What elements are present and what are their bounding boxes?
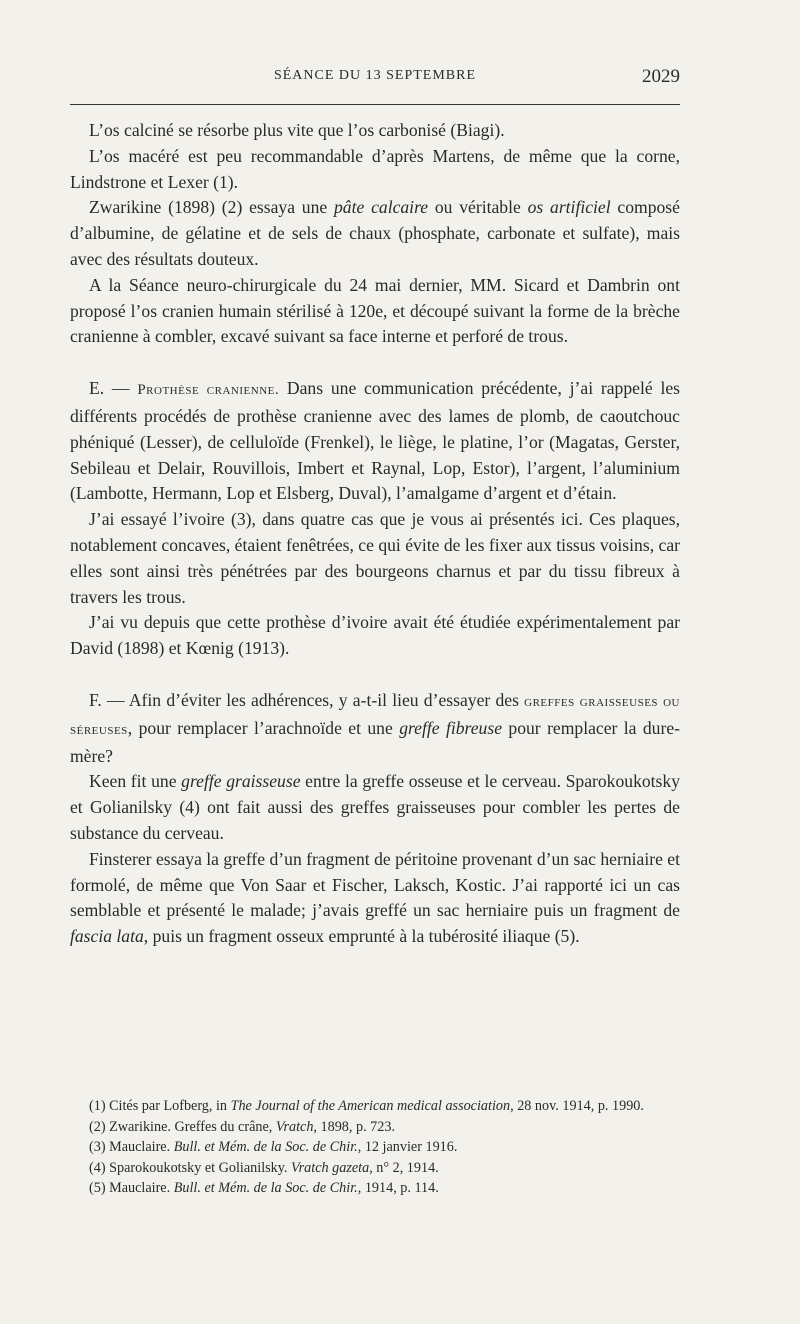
footnote-text: , 1914, p. 114. [357, 1180, 439, 1196]
footnote [70, 1158, 680, 1179]
paragraph [70, 769, 680, 846]
footnote-text: (4) Sparokoukotsky et Golianilsky. [89, 1159, 292, 1176]
section-e [70, 376, 680, 507]
footnote-text: , 1898, p. 723. [313, 1118, 395, 1135]
footnote-title: Vratch [275, 1118, 314, 1135]
footnote-text: , 28 nov. 1914, p. 1990. [510, 1098, 644, 1114]
paragraph-text: Dans une communication précédente, j’ai rappelé les différents procédés de prothèse cranienne avec des lames de plomb, de caoutchouc phéniqué (Lesser), de celluloïde (Frenkel), le liège, le platine, l’or (Magatas, Gerster, Sebileau et Delair, Rouvillois, Imbert et Raynal, Lop, Estor), l’argent, l’aluminium (Lambotte, Hermann, Lop et Elsberg, Duval), l’amalgame d’argent et d’étain. [70, 378, 680, 504]
footnote [70, 1117, 680, 1138]
body-text [70, 118, 680, 950]
footnote-title: Vratch gazeta [291, 1159, 370, 1176]
footnote [70, 1178, 680, 1199]
footnotes [70, 1096, 680, 1199]
paragraph-text: entre la greffe osseuse et le cerveau. Sparokoukotsky et Golianilsky (4) ont fait aussi des greffes graisseuses pour combler les pertes de substance du cerveau. [70, 771, 680, 843]
footnote-text: (5) Mauclaire. [89, 1180, 174, 1196]
paragraph [70, 118, 680, 144]
italic-term: greffe graisseuse [181, 771, 301, 792]
section-heading: Prothèse cranienne. [137, 382, 280, 399]
section-label: F. — Afin d’éviter les adhérences, y a-t-il lieu d’essayer des [89, 689, 525, 710]
paragraph [70, 610, 680, 662]
italic-term: greffe fibreuse [399, 717, 503, 738]
running-head: SÉANCE DU 13 SEPTEMBRE [273, 68, 477, 83]
paragraph [70, 847, 680, 950]
footnote-text: , 12 janvier 1916. [357, 1139, 458, 1155]
page-number: 2029 [642, 66, 680, 87]
paragraph [70, 195, 680, 272]
paragraph [70, 273, 680, 350]
footnote-title: Bull. et Mém. de la Soc. de Chir. [173, 1139, 358, 1155]
paragraph-text: ou véritable [428, 197, 528, 218]
italic-term: fascia lata [70, 926, 144, 947]
footnote-title: The Journal of the American medical association [230, 1098, 511, 1114]
paragraph-text: A la Séance neuro-chirurgicale du 24 mai dernier, MM. Sicard et Dambrin ont proposé l’os cranien humain stérilisé à 120e, et découpé suivant la forme de la brèche cranienne à combler, excavé suivant sa face interne et perforé de trous. [70, 274, 680, 347]
paragraph-text: J’ai essayé l’ivoire (3), dans quatre cas que je vous ai présentés ici. Ces plaques, notablement concaves, étaient fenêtrées, ce qui évite de les fixer aux tissus voisins, car elles sont ainsi très pénétrées par des bourgeons charnus et par du tissu fibreux à travers les trous. [70, 509, 680, 607]
section-label: E. — [89, 378, 138, 399]
paragraph-text: J’ai vu depuis que cette prothèse d’ivoire avait été étudiée expérimentalement par David (1898) et Kœnig (1913). [70, 612, 680, 659]
paragraph-text: pour remplacer la dure-mère? [70, 717, 681, 766]
footnote-text: (3) Mauclaire. [89, 1139, 174, 1155]
footnote [70, 1096, 680, 1117]
footnote [70, 1137, 680, 1158]
section-heading: greffes graisseuses ou séreuses [70, 693, 681, 738]
paragraph-text: , pour remplacer l’arachnoïde et une [127, 717, 400, 738]
paragraph-text: composé d’albumine, de gélatine et de sels de chaux (phosphate, carbonate et sulfate), mais avec des résultats douteux. [70, 197, 680, 269]
footnote-text: (1) Cités par Lofberg, in [89, 1098, 231, 1114]
page-header [70, 66, 680, 88]
italic-term: os artificiel [527, 197, 611, 218]
paragraph-text: L’os calciné se résorbe plus vite que l’os carbonisé (Biagi). [89, 120, 505, 140]
italic-term: pâte calcaire [334, 197, 429, 218]
paragraph-text: L’os macéré est peu recommandable d’après Martens, de même que la corne, Lindstrone et Lexer (1). [70, 145, 680, 192]
footnote-text: , n° 2, 1914. [369, 1159, 439, 1176]
paragraph-text: Finsterer essaya la greffe d’un fragment de péritoine provenant d’un sac herniaire et formolé, de même que Von Saar et Fischer, Laksch, Kostic. J’ai rapporté ici un cas semblable et présenté le malade; j’avais greffé un sac herniaire puis un fragment de [70, 848, 680, 921]
header-rule [70, 104, 680, 105]
paragraph-text: , puis un fragment osseux emprunté à la tubérosité iliaque (5). [143, 926, 580, 947]
paragraph [70, 507, 680, 610]
section-f [70, 688, 680, 769]
footnote-title: Bull. et Mém. de la Soc. de Chir. [173, 1180, 358, 1196]
paragraph [70, 144, 680, 196]
footnote-text: (2) Zwarikine. Greffes du crâne, [89, 1118, 276, 1135]
paragraph-text: Keen fit une [89, 771, 182, 792]
paragraph-text: Zwarikine (1898) (2) essaya une [89, 197, 334, 218]
